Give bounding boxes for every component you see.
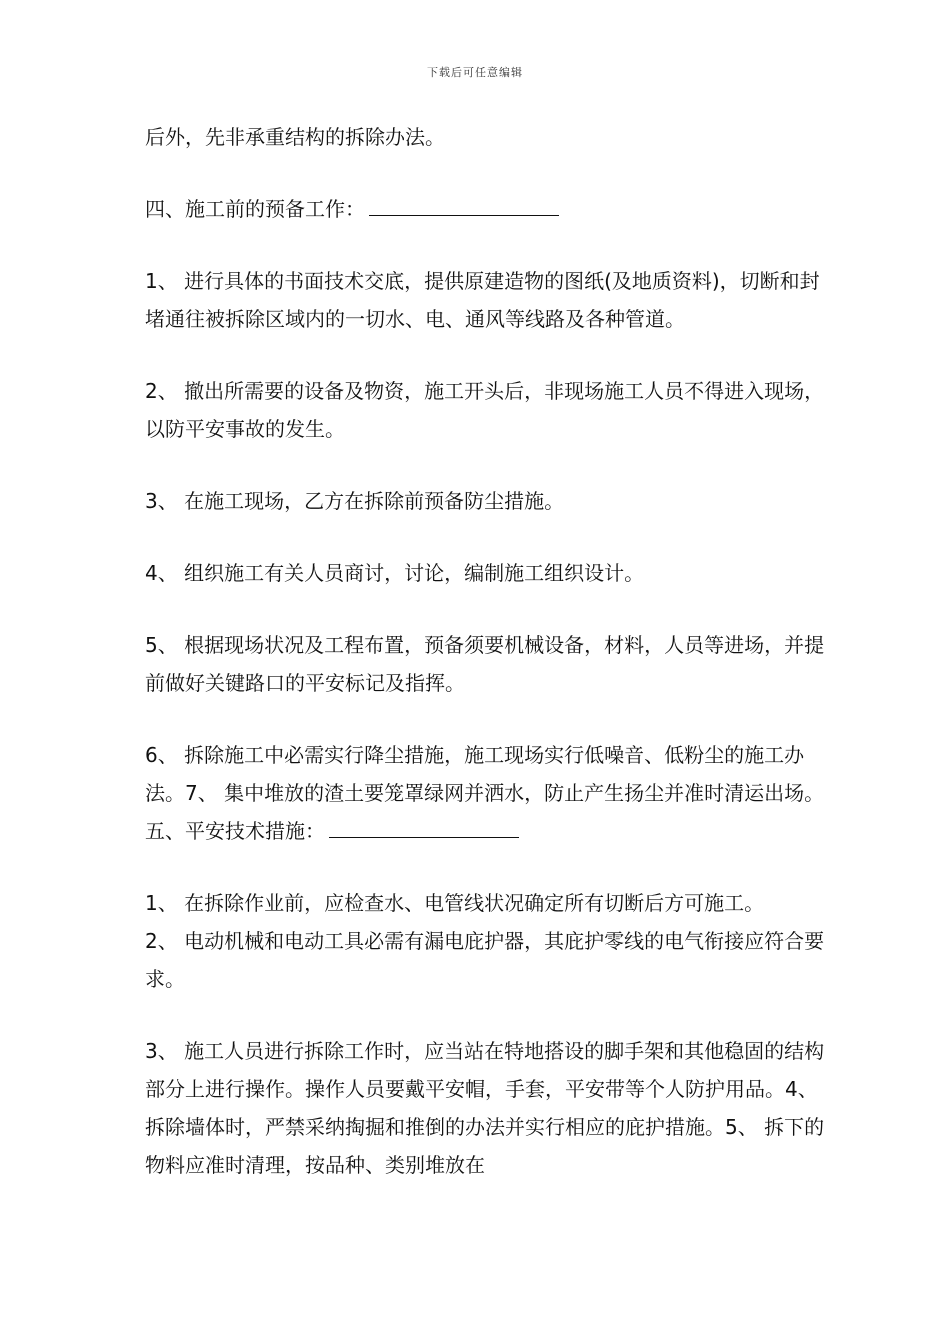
paragraph-text: 6、 拆除施工中必需实行降尘措施，施工现场实行低噪音、低粉尘的施工办法。7、 集中堆放的渣土要笼罩绿网并洒水，防止产生扬尘并准时清运出场。五、平安技术措施： [145,743,825,843]
paragraph-with-safety-heading [145,736,825,850]
page-header: 下载后可任意编辑 [427,66,523,79]
paragraph: 2、 电动机械和电动工具必需有漏电庇护器，其庇护零线的电气衔接应符合要求。 [145,929,825,991]
paragraph: 3、 在施工现场，乙方在拆除前预备防尘措施。 [145,489,565,513]
heading-text: 四、施工前的预备工作： [145,197,365,221]
paragraph: 3、 施工人员进行拆除工作时，应当站在特地搭设的脚手架和其他稳固的结构部分上进行操作。操作人员要戴平安帽，手套，平安带等个人防护用品。4、 拆除墙体时，严禁采纳掏掘和推倒的办法并实行相应的庇护措施。5、 拆下的物料应准时清理，按品种、类别堆放在 [145,1039,825,1177]
paragraph: 后外，先非承重结构的拆除办法。 [145,125,445,149]
paragraph: 1、 在拆除作业前，应检查水、电管线状况确定所有切断后方可施工。 [145,891,765,915]
fill-in-blank [369,193,559,216]
section-heading-preparation [145,190,825,228]
paragraph: 5、 根据现场状况及工程布置，预备须要机械设备，材料，人员等进场，并提前做好关键路口的平安标记及指挥。 [145,633,825,695]
paragraph: 1、 进行具体的书面技术交底，提供原建造物的图纸(及地质资料)，切断和封堵通往被拆除区域内的一切水、电、通风等线路及各种管道。 [145,269,820,331]
fill-in-blank [329,815,519,838]
paragraph: 4、 组织施工有关人员商讨，讨论，编制施工组织设计。 [145,561,645,585]
paragraph: 2、 撤出所需要的设备及物资，施工开头后，非现场施工人员不得进入现场，以防平安事故的发生。 [145,379,825,441]
document-body [145,118,825,1218]
